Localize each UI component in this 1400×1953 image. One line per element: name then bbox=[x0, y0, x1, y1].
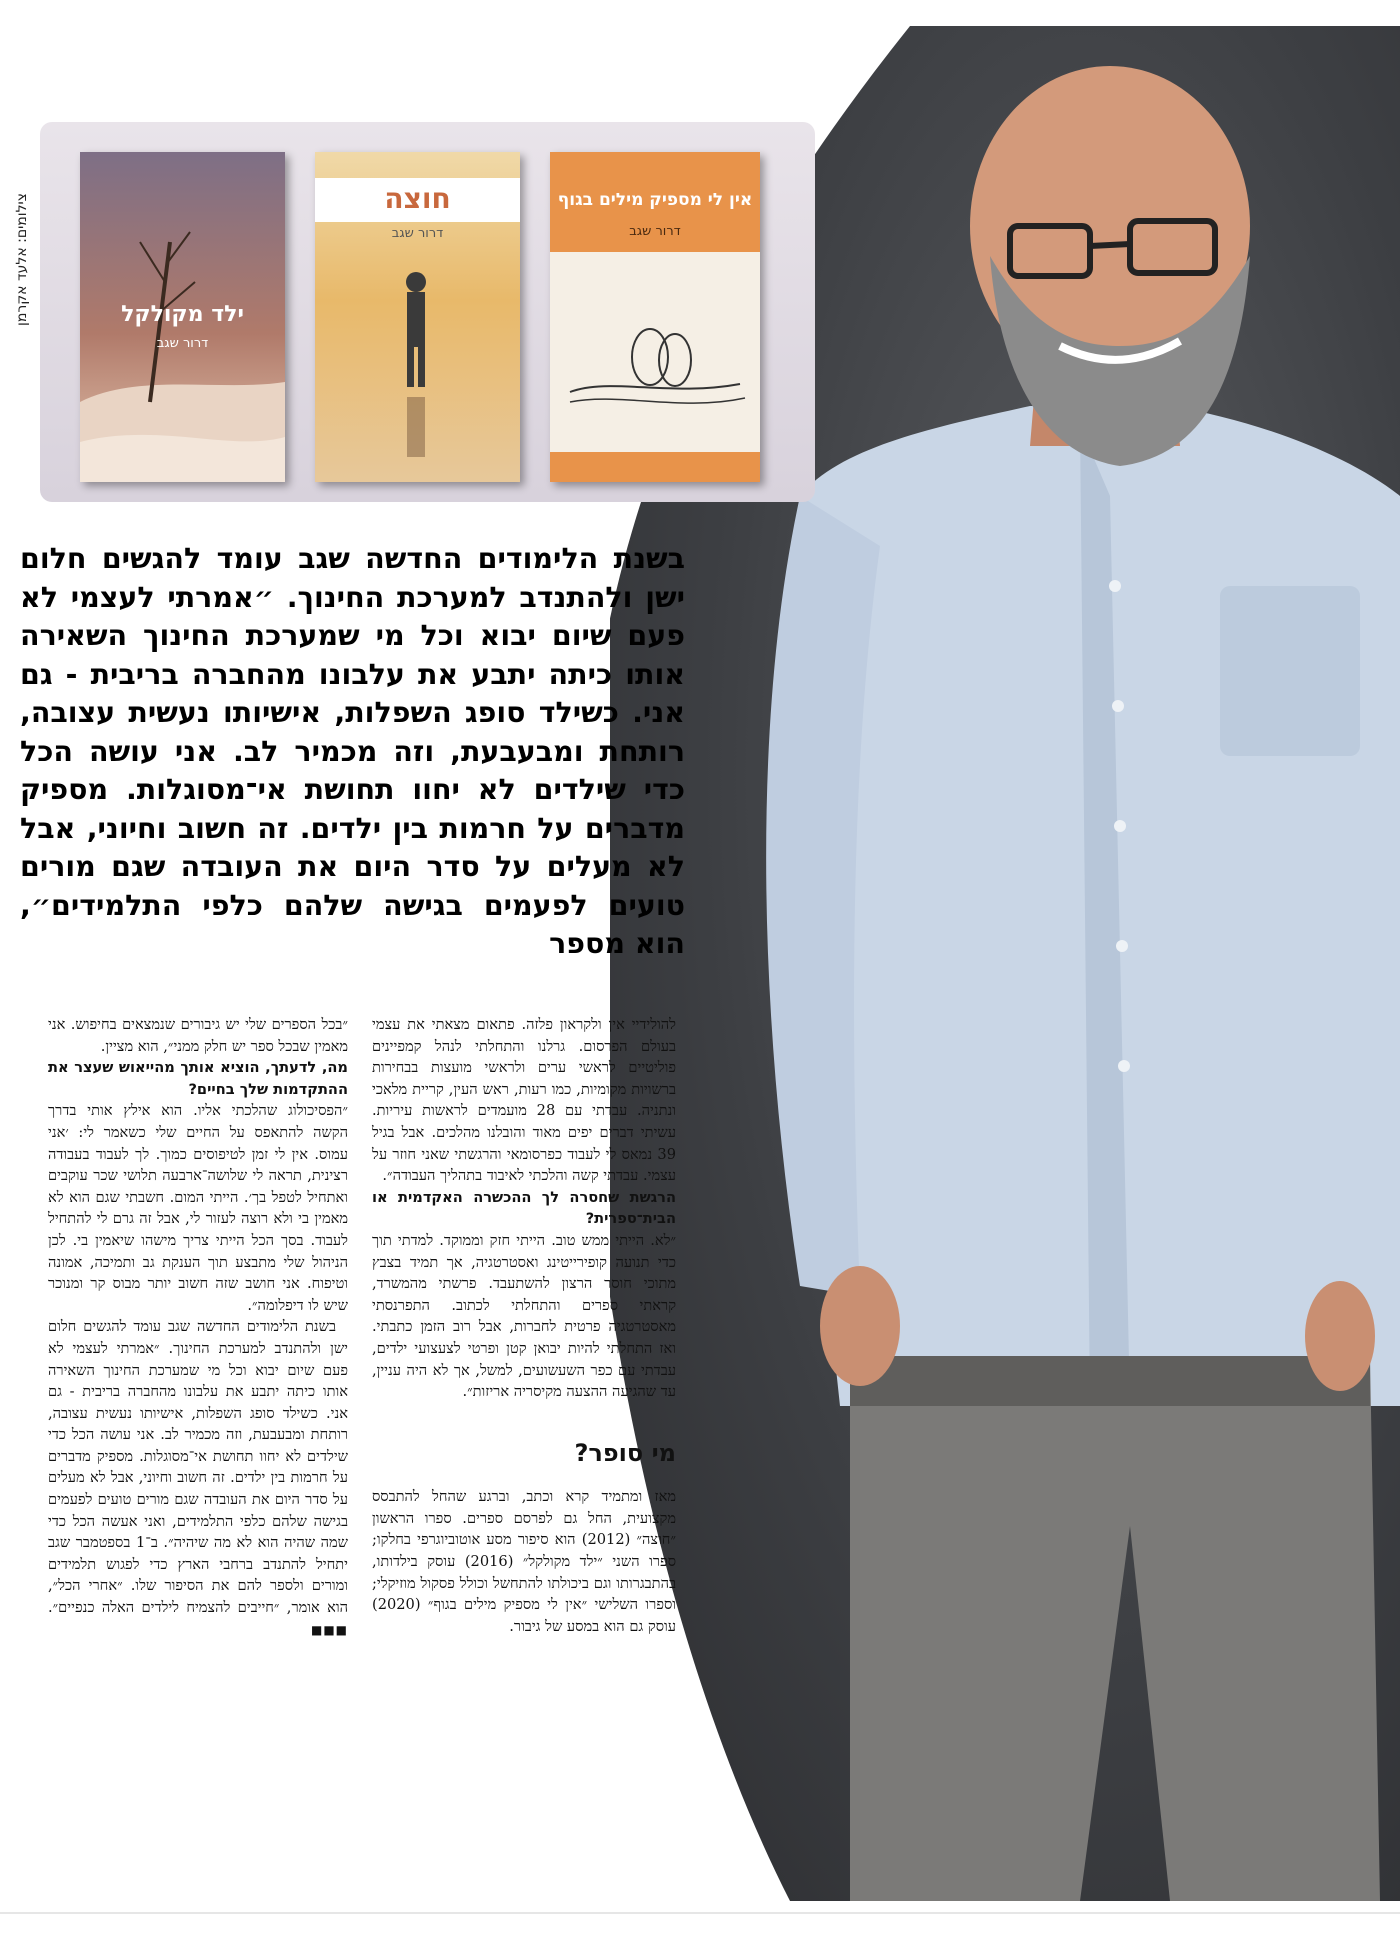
photo-credit: צילומים: אלעד אקרמן bbox=[14, 193, 30, 327]
book-author: דרור שגב bbox=[391, 226, 444, 241]
article-column-left bbox=[48, 1014, 348, 1641]
book-cover-2 bbox=[315, 152, 520, 482]
book-cover-3 bbox=[80, 152, 285, 482]
page-bottom-divider bbox=[0, 1912, 1400, 1914]
paragraph: ״לא. הייתי ממש טוב. הייתי חזק וממוקד. למדתי תוך כדי תנועה קופירייטינג ואסטרטגיה, אך תמיד בצבץ מתוכי חוסר הרצון להשתעבד. פרשתי מהמשרד, קראתי ספרים והתחלתי לכתוב. התפרנסתי מאסטרטגיה פרטית לחברות, אבל רוב הזמן כתבתי. ואז התחלתי להיות יבואן קטן ופרטי לצעצועי ילדים, עבדתי עם כפר השעשועים, למשל, אך לא היה עניין, עד שהגיעה ההצעה מקיסריה אריזות״. bbox=[372, 1231, 676, 1401]
section-subheading: מי סופר? bbox=[574, 1438, 676, 1467]
paragraph: ״בכל הספרים שלי יש גיבורים שנמצאים בחיפוש. אני מאמין שבכל ספר יש חלק ממני״, הוא מציין. bbox=[48, 1016, 348, 1055]
book-title: ילד מקולקל bbox=[121, 302, 244, 327]
book-illustration bbox=[550, 252, 760, 452]
article-headline: בשנת הלימודים החדשה שגב עומד להגשים חלום ישן ולהתנדב למערכת החינוך. ״אמרתי לעצמי לא פעם שיום יבוא וכל מי שמערכת החינוך השאירה אותו כיתה יתבע את עלבונו מהחברה בריבית - גם אני. כשילד סופג השפלות, אישיותו נעשית עצובה, רותחת ומבעבעת, וזה מכמיר לב. אני עושה הכל כדי שילדים לא יחוו תחושת אי־מסוגלות. מספיק מדברים על חרמות בין ילדים. זה חשוב וחיוני, אבל לא מעלים על סדר היום את העובדה שגם מורים טועים לפעמים בגישה שלהם כלפי התלמידים״, הוא מספר bbox=[20, 542, 685, 960]
interview-question: הרגשת שחסרה לך ההכשרה האקדמית או הבית־ספרית? bbox=[372, 1188, 676, 1228]
paragraph bbox=[48, 1316, 348, 1641]
interview-question: מה, לדעתך, הוציא אותך מהייאוש שעצר את ההתקדמות שלך בחיים? bbox=[48, 1059, 348, 1098]
paragraph: מאז ומתמיד קרא וכתב, וברגע שהחל להתבסס מקצועית, החל גם לפרסם ספרים. ספרו הראשון ״חוצה״ (2012) הוא סיפור מסע אוטוביוגרפי בחלקו; ספרו השני ״ילד מקולקל״ (2016) עוסק בילדותו, בהתבגרותו וגם ביכולתו להתחשל וכולל פסקול מוזיקלי; וספרו השלישי ״אין לי מספיק מילים בגוף״ (2020) עוסק גם הוא במסע של גיבור. bbox=[372, 1488, 676, 1635]
books-photo bbox=[40, 122, 815, 502]
paragraph: ״הפסיכולוג שהלכתי אליו. הוא אילץ אותי בדרך הקשה להתאפס על החיים שלי כשאמר לי: ׳אני עמוס. אין לי זמן לטיפוסים כמוך. לך לעבוד בעבודה רצינית, תראה לי שלושה־ארבעה תלושי שכר עוקבים ואתחיל לטפל בך׳. הייתי המום. חשבתי שגם הוא לא מאמין בי ולא רוצה לעזור לי, אבל זה גרם לי להתחיל לעבוד. בסך הכל הייתי צריך מישהו שיאמין בי. לכן הניהול שלי מתבצע תוך הענקת גב ותמיכה, אמונה וטיפוח. אני חושב שזה חשוב יותר מבוס קר ומנוכר שיש לו דיפלומה״. bbox=[48, 1102, 348, 1314]
book-author: דרור שגב bbox=[156, 336, 209, 351]
book-title: אין לי מספיק מילים בגוף bbox=[557, 190, 753, 210]
end-of-article-mark: ■■■ bbox=[310, 1622, 348, 1637]
article-column-right bbox=[372, 1014, 676, 1637]
walking-man-silhouette bbox=[315, 152, 520, 482]
book-title: חוצה bbox=[384, 182, 451, 215]
sitting-figures-drawing bbox=[550, 252, 760, 452]
book-author: דרור שגב bbox=[629, 224, 681, 239]
paragraph: להולידיי אין ולקראון פלזה. פתאום מצאתי את עצמי בעולם הפרסום. גרלנו והתחלתי לנהל קמפיינים פוליטיים לראשי ערים ולראשי מועצות בבחירות ברשויות מקומיות, כמו רעות, ראש העין, קריית מלאכי ונתניה. עבדתי עם 28 מועמדים לראשות עיריות. עשיתי דברים יפים מאוד והובלנו מהלכים. אבל בגיל 39 נמאס לי לעבוד כפרסומאי והרגשתי שאני חוזר על עצמי. עבדתי קשה והלכתי לאיבוד בתהליך העבודה״. bbox=[372, 1016, 676, 1185]
book-cover-1 bbox=[550, 152, 760, 482]
paragraph-text: בשנת הלימודים החדשה שגב עומד להגשים חלום ישן ולהתנדב למערכת החינוך. ״אמרתי לעצמי לא פעם שיום יבוא וכל מי שמערכת החינוך השאירה אותו כיתה יתבע את עלבונו מהחברה בריבית - גם אני. כשילד סופג השפלות, אישיותו נעשית עצובה, רותחת ומבעבעת, וזה מכמיר לב. אני עושה הכל כדי שילדים לא יחוו תחושת אי־מסוגלות. מספיק מדברים על חרמות בין ילדים. זה חשוב וחיוני, אבל לא מעלים על סדר היום את העובדה שגם מורים טועים לפעמים בגישה שלהם כלפי התלמידים, ואני אעשה הכל כדי שמה שהיה הוא לא מה שיהיה״. ב־1 בספטמבר שגב יתחיל להתנדב ברחבי הארץ כדי לפגוש תלמידים ומורים ולספר להם את הסיפור שלו. ״אחרי הכל״, הוא אומר, ״חייבים להצמיח לילדים האלה כנפיים״. bbox=[48, 1318, 348, 1617]
